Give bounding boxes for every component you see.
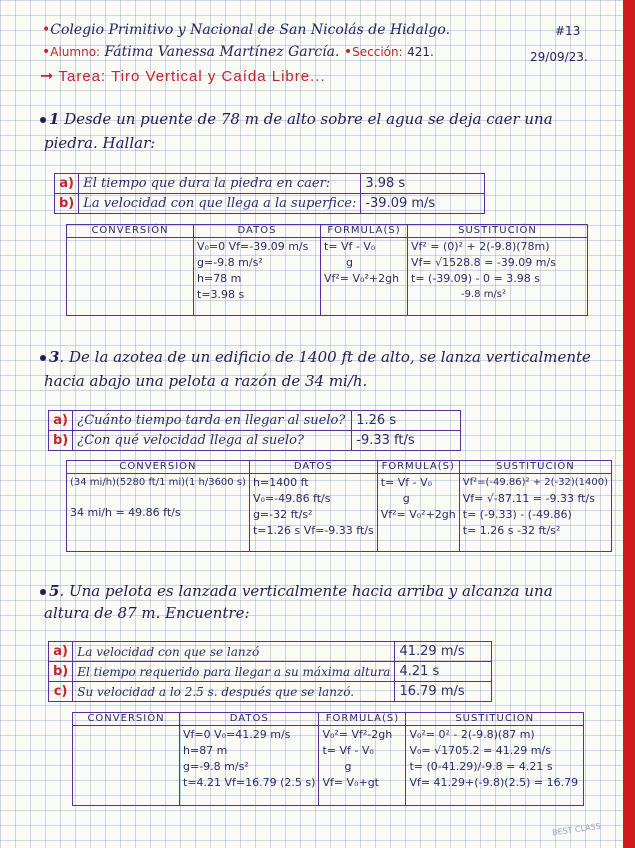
problem-3-statement-cont: hacia abajo una pelota a razón de 34 mi/h. xyxy=(44,372,368,390)
substitution-cell: V₀²= 0² - 2(-9.8)(87 m) V₀= √1705.2 = 41.29 m/s t= (0-41.29)/-9.8 = 4.21 s Vf= 41.29+(-9.8)(2.5) = 16.79 xyxy=(406,726,584,806)
answer-row: b) ¿Con qué velocidad llega al suelo? -9.33 ft/s xyxy=(49,431,461,451)
arrow-icon: ➞ xyxy=(40,66,54,85)
problem-5-worksheet: CONVERSIÓN DATOS FORMULA(S) SUSTITUCIÓN Vf=0 V₀=41.29 m/s h=87 m g=-9.8 m/s² t=4.21 Vf=16.79 (2.5 s) V₀²= Vf²-2gh t= Vf - V₀ g Vf= V₀+gt V₀²= 0² - 2(-9.8)(87 m) V₀= √1705.2 = 41.29 m/s t= (0-41.29)/-9.8 = 4.21 s Vf= 41.29+(-9.8)(2.5) = 16.79 xyxy=(72,712,584,806)
problem-5-statement-cont: altura de 87 m. Encuentre: xyxy=(44,604,250,622)
red-notebook-edge xyxy=(623,0,635,848)
conversion-cell xyxy=(67,238,194,316)
conversion-cell xyxy=(73,726,180,806)
problem-3-worksheet: CONVERSIÓN DATOS FORMULA(S) SUSTITUCIÓN (34 mi/h)(5280 ft/1 mi)(1 h/3600 s) 34 mi/h = 49.86 ft/s h=1400 ft V₀=-49.86 ft/s g=-32 ft/s² t=1.26 s Vf=-9.33 ft/s t= Vf - V₀ g Vf²= V₀²+2gh Vf²=(-49.86)² + 2(-32)(1400) Vf= √-87.11 = -9.33 ft/s t= (-9.33) - (-49.86) t= 1.26 s -32 ft/s² xyxy=(66,460,612,552)
substitution-cell: Vf² = (0)² + 2(-9.8)(78m) Vf= √1528.8 = -39.09 m/s t= (-39.09) - 0 = 3.98 s -9.8 m/s² xyxy=(408,238,588,316)
answer-row: a) El tiempo que dura la piedra en caer: 3.98 s xyxy=(55,174,485,194)
formula-cell: t= Vf - V₀ g Vf²= V₀²+2gh xyxy=(377,474,459,552)
student-label: Alumno: xyxy=(50,45,101,59)
answer-row: a) La velocidad con que se lanzó 41.29 m/s xyxy=(49,642,492,662)
datos-cell: V₀=0 Vf=-39.09 m/s g=-9.8 m/s² h=78 m t=3.98 s xyxy=(194,238,321,316)
answer-row: a) ¿Cuánto tiempo tarda en llegar al suelo? 1.26 s xyxy=(49,411,461,431)
student-name: Fátima Vanessa Martínez García. xyxy=(104,44,340,60)
problem-3-answers xyxy=(48,410,461,451)
section-label: Sección: xyxy=(352,45,403,59)
problem-3-statement: 3. De la azotea de un edificio de 1400 ft de alto, se lanza verticalmente xyxy=(40,348,591,366)
problem-5-answers xyxy=(48,641,492,702)
substitution-cell: Vf²=(-49.86)² + 2(-32)(1400) Vf= √-87.11 = -9.33 ft/s t= (-9.33) - (-49.86) t= 1.26 s -32 ft/s² xyxy=(459,474,611,552)
assignment-number: #13 xyxy=(555,24,581,38)
answer-row: c) Su velocidad a lo 2.5 s. después que se lanzó. 16.79 m/s xyxy=(49,682,492,702)
date: 29/09/23. xyxy=(530,50,588,64)
problem-1-statement-cont: piedra. Hallar: xyxy=(44,134,156,152)
task-title: Tarea: Tiro Vertical y Caída Libre... xyxy=(58,68,326,85)
section-number: 421. xyxy=(407,45,434,59)
problem-1-answers xyxy=(54,173,485,214)
school-line: •Colegio Primitivo y Nacional de San Nicolás de Hidalgo. xyxy=(42,22,451,38)
problem-5-statement: 5. Una pelota es lanzada verticalmente hacia arriba y alcanza una xyxy=(40,582,553,600)
task-line xyxy=(40,66,326,85)
formula-cell: t= Vf - V₀ g Vf²= V₀²+2gh xyxy=(321,238,408,316)
datos-cell: h=1400 ft V₀=-49.86 ft/s g=-32 ft/s² t=1.26 s Vf=-9.33 ft/s xyxy=(249,474,377,552)
datos-cell: Vf=0 V₀=41.29 m/s h=87 m g=-9.8 m/s² t=4.21 Vf=16.79 (2.5 s) xyxy=(180,726,319,806)
paper-watermark: BEST CLASS xyxy=(551,821,602,838)
problem-1-statement: 1 Desde un puente de 78 m de alto sobre el agua se deja caer una xyxy=(40,110,553,128)
answer-row: b) El tiempo requerido para llegar a su máxima altura 4.21 s xyxy=(49,662,492,682)
formula-cell: V₀²= Vf²-2gh t= Vf - V₀ g Vf= V₀+gt xyxy=(319,726,406,806)
student-line: •Alumno: Fátima Vanessa Martínez García. •Sección: 421. xyxy=(42,44,434,60)
problem-1-worksheet: CONVERSIÓN DATOS FORMULA(S) SUSTITUCIÓN V₀=0 Vf=-39.09 m/s g=-9.8 m/s² h=78 m t=3.98 s t= Vf - V₀ g Vf²= V₀²+2gh Vf² = (0)² + 2(-9.8)(78m) Vf= √1528.8 = -39.09 m/s t= (-39.09) - 0 = 3.98 s -9.8 m/s² xyxy=(66,224,588,316)
answer-row: b) La velocidad con que llega a la superfice: -39.09 m/s xyxy=(55,194,485,214)
school-name: Colegio Primitivo y Nacional de San Nicolás de Hidalgo. xyxy=(50,22,451,38)
conversion-cell: (34 mi/h)(5280 ft/1 mi)(1 h/3600 s) 34 mi/h = 49.86 ft/s xyxy=(67,474,250,552)
